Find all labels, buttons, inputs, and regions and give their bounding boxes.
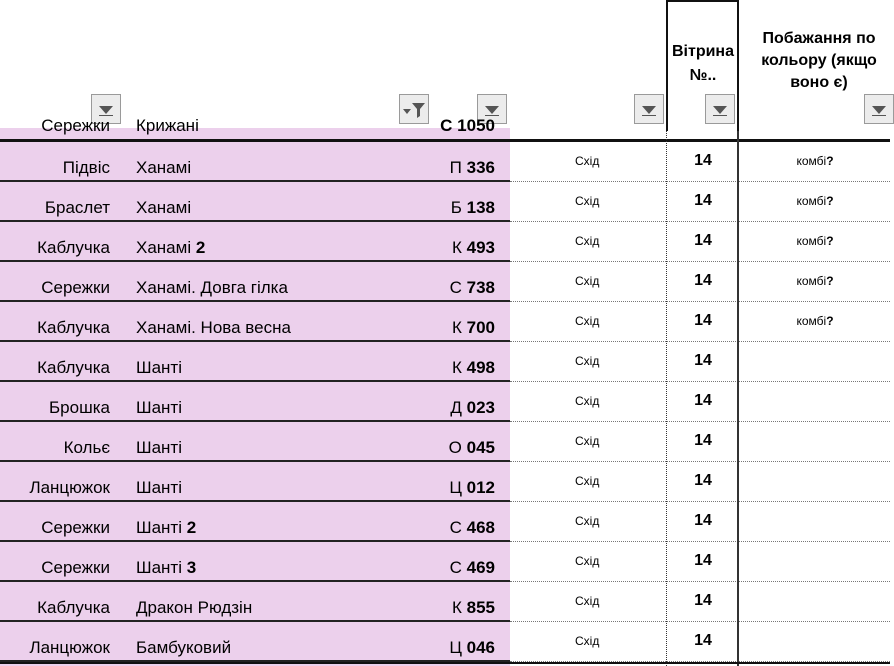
vitryna-header-border-left (666, 0, 668, 131)
table-row (0, 142, 890, 182)
cell-type: Каблучка (37, 598, 110, 617)
cell-side: Схід (575, 634, 600, 648)
partial-row-code: С 1050 (440, 116, 495, 135)
cell-type: Підвіс (62, 158, 110, 177)
cell-name: Бамбуковий (136, 638, 232, 657)
cell-vitryna: 14 (694, 512, 712, 529)
grid-line-solid (737, 131, 739, 666)
cell-vitryna: 14 (694, 432, 712, 449)
table-row (0, 262, 890, 302)
cell-side: Схід (575, 474, 600, 488)
cell-code: С 469 (449, 558, 495, 577)
cell-code: Д 023 (450, 398, 495, 417)
cell-side: Схід (575, 234, 600, 248)
cell-vitryna: 14 (694, 472, 712, 489)
cell-name: Ханамі. Довга гілка (136, 278, 288, 297)
cell-vitryna: 14 (694, 352, 712, 369)
cell-wish: комбі? (796, 154, 834, 168)
cell-code: К 493 (451, 238, 495, 257)
vitryna-header-border-right (737, 0, 739, 131)
cell-code: К 700 (451, 318, 495, 337)
wish-header: Побажання по кольору (якщо воно є) (761, 30, 877, 91)
cell-code: С 738 (449, 278, 495, 297)
cell-type: Ланцюжок (29, 478, 110, 497)
cell-name: Ханамі (136, 198, 192, 217)
cell-vitryna: 14 (694, 152, 712, 169)
cell-type: Сережки (41, 518, 110, 537)
cell-side: Схід (575, 194, 600, 208)
dropdown-arrow-icon (635, 95, 663, 123)
table-row (0, 542, 890, 582)
cell-wish: комбі? (796, 274, 834, 288)
cell-side: Схід (575, 154, 600, 168)
vitryna-header: Вітрина №.. (671, 43, 734, 84)
cell-type: Каблучка (37, 318, 110, 337)
cell-side: Схід (575, 594, 600, 608)
filter-dropdown-side[interactable] (634, 94, 664, 124)
cell-name: Шанті (136, 398, 182, 417)
cell-name: Ханамі. Нова весна (136, 318, 291, 337)
cell-type: Каблучка (37, 358, 110, 377)
cell-wish: комбі? (796, 314, 834, 328)
cell-code: Ц 046 (449, 638, 495, 657)
cell-side: Схід (575, 394, 600, 408)
cell-code: Б 138 (450, 198, 495, 217)
cell-type: Сережки (41, 278, 110, 297)
cell-code: К 498 (451, 358, 495, 377)
table-row (0, 222, 890, 262)
cell-name: Ханамі 2 (136, 238, 206, 257)
cell-vitryna: 14 (694, 192, 712, 209)
cell-vitryna: 14 (694, 392, 712, 409)
cell-name: Ханамі (136, 158, 192, 177)
cell-code: П 336 (449, 158, 495, 177)
table-row (0, 302, 890, 342)
filter-dropdown-wish[interactable] (864, 94, 894, 124)
partial-row-name: Крижані (136, 116, 199, 135)
cell-type: Каблучка (37, 238, 110, 257)
cell-code: К 855 (451, 598, 495, 617)
cell-vitryna: 14 (694, 232, 712, 249)
cell-name: Шанті 2 (136, 518, 197, 537)
table-row (0, 422, 890, 462)
dropdown-arrow-icon (865, 95, 893, 123)
cell-name: Дракон Рюдзін (136, 598, 253, 617)
cell-name: Шанті (136, 438, 182, 457)
cell-vitryna: 14 (694, 632, 712, 649)
table-row (0, 502, 890, 542)
cell-vitryna: 14 (694, 312, 712, 329)
cell-side: Схід (575, 554, 600, 568)
cell-name: Шанті (136, 358, 182, 377)
dropdown-arrow-icon (706, 95, 734, 123)
table-row (0, 622, 890, 662)
table-row (0, 382, 890, 422)
cell-side: Схід (575, 434, 600, 448)
table-row (0, 462, 890, 502)
cell-side: Схід (575, 514, 600, 528)
cell-vitryna: 14 (694, 272, 712, 289)
cell-side: Схід (575, 274, 600, 288)
cell-side: Схід (575, 314, 600, 328)
cell-vitryna: 14 (694, 592, 712, 609)
cell-name: Шанті (136, 478, 182, 497)
vitryna-header-border-top (666, 0, 738, 2)
cell-name: Шанті 3 (136, 558, 197, 577)
cell-type: Кольє (63, 438, 110, 457)
cell-type: Сережки (41, 558, 110, 577)
cell-wish: комбі? (796, 234, 834, 248)
cell-type: Браслет (44, 198, 110, 217)
table-row (0, 582, 890, 622)
cell-code: С 468 (449, 518, 495, 537)
cell-vitryna: 14 (694, 552, 712, 569)
cell-type: Брошка (49, 398, 110, 417)
grid-line-dotted-1 (666, 131, 667, 666)
cell-code: О 045 (448, 438, 495, 457)
cell-code: Ц 012 (449, 478, 495, 497)
cell-side: Схід (575, 354, 600, 368)
table-row (0, 342, 890, 382)
partial-row-type: Сережки (41, 116, 110, 135)
filter-dropdown-vitryna[interactable] (705, 94, 735, 124)
cell-wish: комбі? (796, 194, 834, 208)
cell-type: Ланцюжок (29, 638, 110, 657)
table-row (0, 182, 890, 222)
